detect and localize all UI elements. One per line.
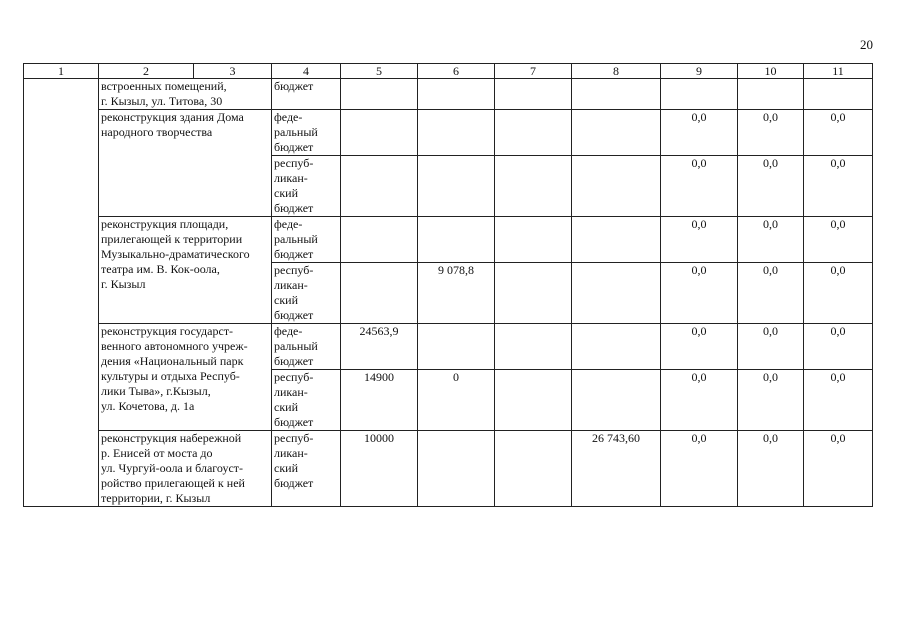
col1-cell bbox=[24, 79, 99, 507]
column-header: 2 bbox=[99, 64, 194, 79]
column-header: 5 bbox=[341, 64, 418, 79]
column-header: 10 bbox=[738, 64, 804, 79]
value-cell: 0,0 bbox=[738, 217, 804, 263]
value-cell bbox=[495, 263, 572, 324]
value-cell: 0,0 bbox=[804, 431, 873, 507]
value-cell bbox=[418, 79, 495, 110]
value-cell bbox=[341, 217, 418, 263]
value-cell: 0,0 bbox=[661, 110, 738, 156]
value-cell bbox=[418, 324, 495, 370]
budget-source: респуб- ликан- ский бюджет bbox=[272, 370, 341, 431]
table-row bbox=[24, 110, 873, 156]
project-description: реконструкция набережной р. Енисей от моста до ул. Чургуй-оола и благоуст- ройство прилегающей к ней территории, г. Кызыл bbox=[99, 431, 272, 507]
value-cell: 24563,9 bbox=[341, 324, 418, 370]
value-cell bbox=[572, 79, 661, 110]
value-cell bbox=[572, 263, 661, 324]
value-cell: 0,0 bbox=[804, 156, 873, 217]
value-cell: 0 bbox=[418, 370, 495, 431]
value-cell: 0,0 bbox=[804, 370, 873, 431]
value-cell: 0,0 bbox=[661, 431, 738, 507]
value-cell: 0,0 bbox=[738, 431, 804, 507]
value-cell bbox=[495, 156, 572, 217]
value-cell bbox=[341, 263, 418, 324]
value-cell bbox=[572, 156, 661, 217]
value-cell bbox=[572, 370, 661, 431]
value-cell bbox=[341, 79, 418, 110]
value-cell: 10000 bbox=[341, 431, 418, 507]
project-description: реконструкция площади, прилегающей к территории Музыкально-драматического театра им. В. Кок-оола, г. Кызыл bbox=[99, 217, 272, 324]
value-cell: 0,0 bbox=[661, 370, 738, 431]
value-cell: 0,0 bbox=[661, 263, 738, 324]
column-number-row bbox=[24, 64, 873, 79]
value-cell bbox=[495, 110, 572, 156]
value-cell: 0,0 bbox=[738, 110, 804, 156]
project-description: реконструкция государст- венного автономного учреж- дения «Национальный парк культуры и отдыха Респуб- лики Тыва», г.Кызыл, ул. Кочетова, д. 1а bbox=[99, 324, 272, 431]
project-description: реконструкция здания Дома народного творчества bbox=[99, 110, 272, 217]
value-cell bbox=[495, 79, 572, 110]
value-cell bbox=[572, 110, 661, 156]
value-cell bbox=[572, 217, 661, 263]
budget-source: респуб- ликан- ский бюджет bbox=[272, 263, 341, 324]
value-cell: 0,0 bbox=[804, 217, 873, 263]
value-cell bbox=[418, 431, 495, 507]
value-cell: 0,0 bbox=[661, 217, 738, 263]
value-cell bbox=[572, 324, 661, 370]
value-cell bbox=[495, 370, 572, 431]
value-cell bbox=[418, 156, 495, 217]
value-cell bbox=[495, 431, 572, 507]
value-cell: 9 078,8 bbox=[418, 263, 495, 324]
column-header: 3 bbox=[194, 64, 272, 79]
column-header: 7 bbox=[495, 64, 572, 79]
value-cell bbox=[738, 79, 804, 110]
budget-source: респуб- ликан- ский бюджет bbox=[272, 156, 341, 217]
project-description: встроенных помещений, г. Кызыл, ул. Титова, 30 bbox=[99, 79, 272, 110]
value-cell: 0,0 bbox=[661, 324, 738, 370]
table-row bbox=[24, 324, 873, 370]
value-cell: 0,0 bbox=[738, 263, 804, 324]
budget-table bbox=[23, 63, 873, 507]
column-header: 11 bbox=[804, 64, 873, 79]
value-cell bbox=[418, 217, 495, 263]
budget-source: феде- ральный бюджет bbox=[272, 110, 341, 156]
table-row bbox=[24, 79, 873, 110]
page-number: 20 bbox=[860, 37, 873, 52]
table-row bbox=[24, 217, 873, 263]
value-cell bbox=[418, 110, 495, 156]
value-cell: 0,0 bbox=[661, 156, 738, 217]
value-cell bbox=[804, 79, 873, 110]
budget-source: бюджет bbox=[272, 79, 341, 110]
column-header: 6 bbox=[418, 64, 495, 79]
budget-source: феде- ральный бюджет bbox=[272, 324, 341, 370]
value-cell: 26 743,60 bbox=[572, 431, 661, 507]
budget-source: респуб- ликан- ский бюджет bbox=[272, 431, 341, 507]
column-header: 1 bbox=[24, 64, 99, 79]
value-cell: 0,0 bbox=[804, 263, 873, 324]
value-cell: 0,0 bbox=[738, 324, 804, 370]
column-header: 4 bbox=[272, 64, 341, 79]
value-cell bbox=[495, 217, 572, 263]
column-header: 9 bbox=[661, 64, 738, 79]
value-cell: 0,0 bbox=[738, 370, 804, 431]
value-cell: 0,0 bbox=[804, 324, 873, 370]
budget-source: феде- ральный бюджет bbox=[272, 217, 341, 263]
value-cell bbox=[341, 156, 418, 217]
value-cell: 0,0 bbox=[738, 156, 804, 217]
table-row bbox=[24, 431, 873, 507]
value-cell bbox=[495, 324, 572, 370]
value-cell bbox=[341, 110, 418, 156]
column-header: 8 bbox=[572, 64, 661, 79]
value-cell bbox=[661, 79, 738, 110]
value-cell: 0,0 bbox=[804, 110, 873, 156]
value-cell: 14900 bbox=[341, 370, 418, 431]
